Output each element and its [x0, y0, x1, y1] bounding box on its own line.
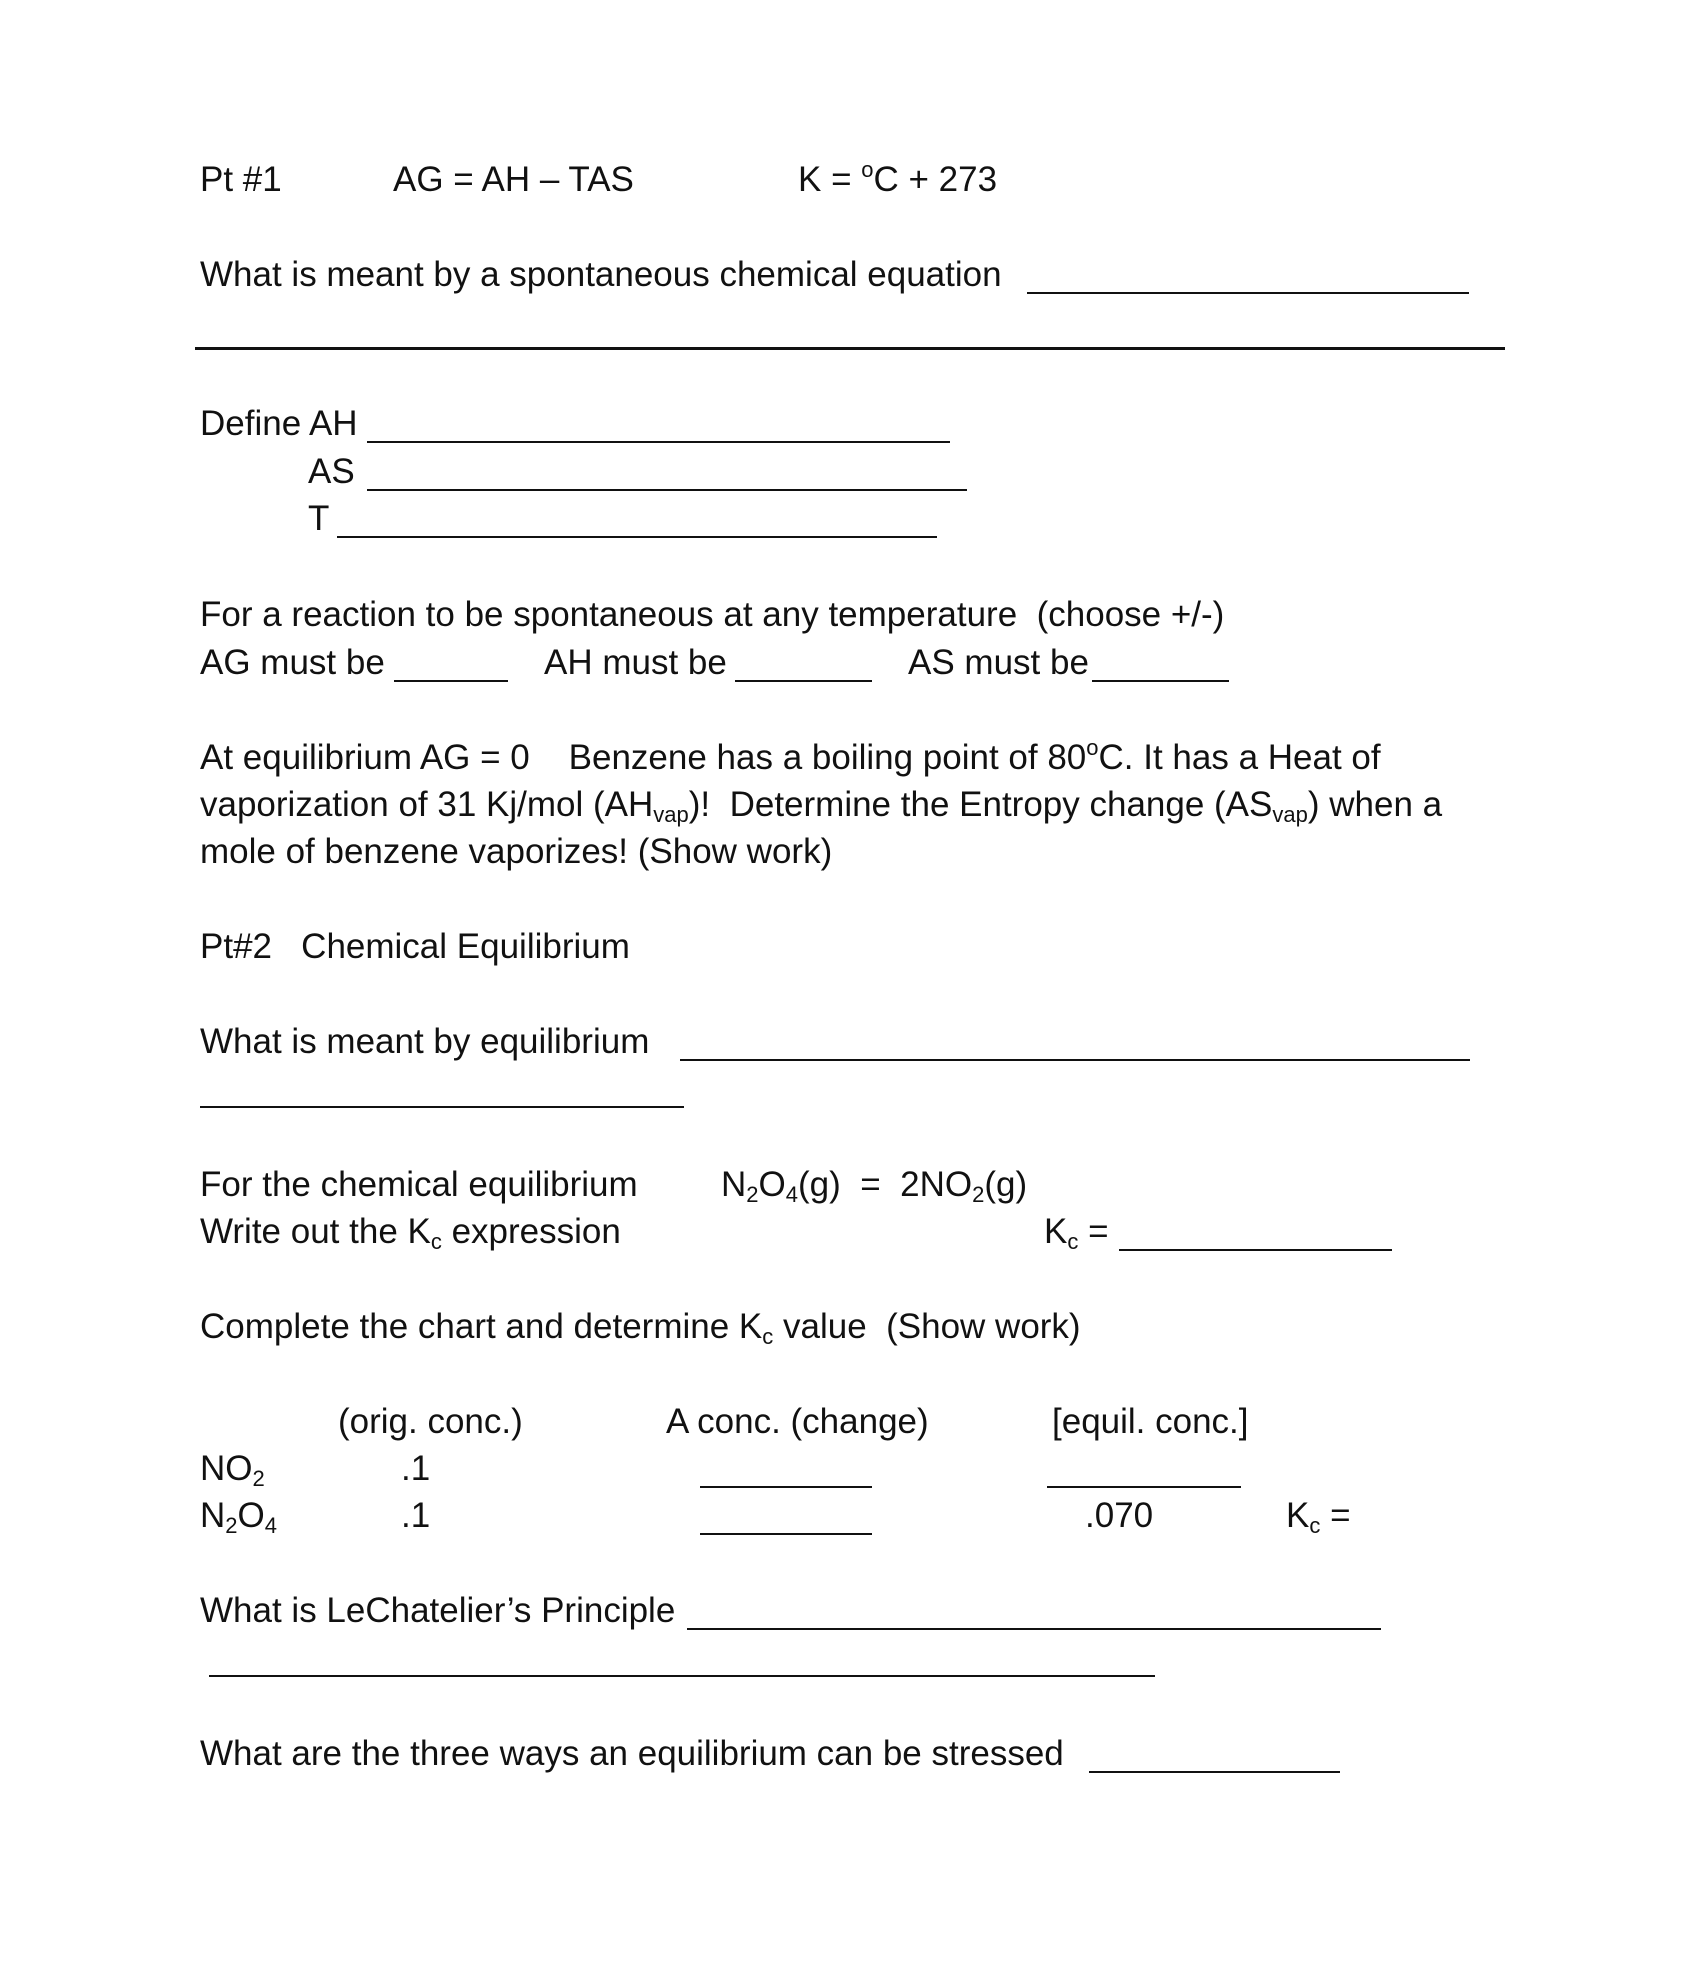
row-n2o4-change-blank[interactable] [700, 1533, 872, 1535]
define-ah-blank[interactable] [367, 441, 950, 443]
benzene-line-1: At equilibrium AG = 0 Benzene has a boiling point of 80$^o$C. It has a Heat of [200, 735, 1381, 777]
row-n2o4-equil: .070 [1085, 1496, 1154, 1535]
ah-sign-blank[interactable] [735, 680, 872, 682]
gibbs-formula: AG = AH – TAS [393, 160, 634, 199]
equilibrium-question: What is meant by equilibrium [200, 1022, 650, 1061]
define-ah-label: Define AH [200, 404, 358, 443]
ah-must-be-label: AH must be [544, 643, 727, 682]
kc-expression-blank[interactable] [1119, 1249, 1392, 1251]
row-species-n2o4: $N_2O_4$ [200, 1496, 278, 1538]
kc-equals-label: $K_c$ = [1044, 1212, 1119, 1254]
define-t-label: T [308, 499, 330, 538]
define-as-blank[interactable] [367, 489, 967, 491]
kelvin-formula: K = $^o$C + 273 [798, 157, 998, 199]
lechatelier-answer-line[interactable] [209, 1675, 1155, 1677]
define-t-blank[interactable] [337, 536, 937, 538]
header-change-conc: A conc. (change) [666, 1402, 929, 1441]
benzene-line-3: mole of benzene vaporizes! (Show work) [200, 832, 833, 871]
as-sign-blank[interactable] [1092, 680, 1229, 682]
header-orig-conc: (orig. conc.) [338, 1402, 523, 1441]
row-no2-equil-blank[interactable] [1047, 1486, 1241, 1488]
row-no2-change-blank[interactable] [700, 1486, 872, 1488]
lechatelier-question: What is LeChatelier’s Principle [200, 1591, 676, 1630]
row-species-no2: $NO_2$ [200, 1449, 265, 1491]
chart-question: Complete the chart and determine $K_c$ value (Show work) [200, 1307, 1081, 1349]
benzene-line-2: vaporization of 31 Kj/mol $(AH_{vap})$! Determine the Entropy change $(AS_{vap})$ when a [200, 785, 1443, 827]
chem-eq-label: For the chemical equilibrium [200, 1165, 638, 1204]
reaction-equation: $N_2O_4(g) = 2NO_2(g)$ [721, 1165, 1028, 1207]
kc-expression-label: Write out the $K_c$ expression [200, 1212, 621, 1254]
ag-must-be-label: AG must be [200, 643, 385, 682]
spontaneous-answer-line[interactable] [195, 347, 1505, 350]
row-no2-orig: .1 [401, 1449, 431, 1488]
ag-sign-blank[interactable] [394, 680, 508, 682]
row-n2o4-orig: .1 [401, 1496, 431, 1535]
part2-heading: Pt#2 Chemical Equilibrium [200, 927, 630, 966]
equilibrium-answer-line[interactable] [200, 1106, 684, 1108]
stress-question: What are the three ways an equilibrium can be stressed [200, 1734, 1064, 1773]
as-must-be-label: AS must be [908, 643, 1089, 682]
spontaneous-answer-blank[interactable] [1027, 292, 1469, 294]
spontaneous-question: What is meant by a spontaneous chemical equation [200, 255, 1002, 294]
table-kc-label: $K_c$ = [1286, 1496, 1351, 1538]
define-as-label: AS [308, 452, 355, 491]
any-temp-question: For a reaction to be spontaneous at any temperature (choose +/-) [200, 595, 1225, 634]
equilibrium-answer-blank[interactable] [680, 1059, 1470, 1061]
lechatelier-answer-blank[interactable] [687, 1628, 1381, 1630]
stress-answer-blank[interactable] [1089, 1771, 1340, 1773]
part1-heading: Pt #1 [200, 160, 282, 199]
header-equil-conc: [equil. conc.] [1052, 1402, 1249, 1441]
